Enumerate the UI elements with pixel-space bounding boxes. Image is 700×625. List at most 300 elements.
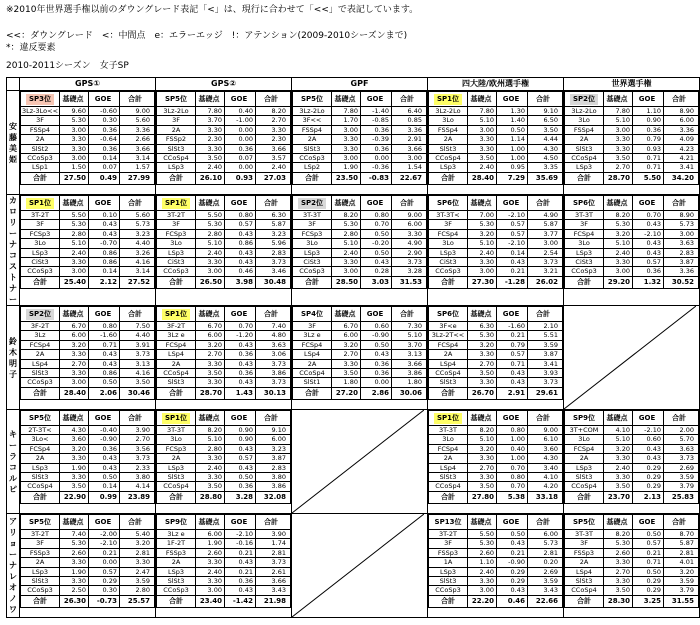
- goe-value: -0.20: [361, 239, 392, 248]
- element-name: 3T-3T: [157, 426, 196, 435]
- base-value: 3.00: [468, 267, 497, 276]
- score-value: 3.23: [256, 444, 291, 453]
- base-value: 6.00: [332, 331, 361, 340]
- element-row: [565, 473, 699, 482]
- element-name: LSp3: [565, 463, 604, 472]
- skater-name: [7, 306, 20, 410]
- element-row: [21, 220, 155, 229]
- score-value: 2.47: [120, 567, 155, 576]
- total-header: 合計: [664, 515, 699, 530]
- element-row: [157, 248, 291, 257]
- total-header: 合計: [528, 307, 563, 322]
- base-value: 3.20: [468, 340, 497, 349]
- total-label: 合計: [565, 491, 604, 503]
- element-row: [429, 144, 563, 153]
- element-row: [429, 125, 563, 134]
- competition-header: 世界選手権: [564, 78, 700, 91]
- element-name: SlSt3: [429, 473, 468, 482]
- goe-value: -1.20: [225, 331, 256, 340]
- goe-header: GOE: [497, 307, 528, 322]
- base-value: 3.30: [196, 558, 225, 567]
- score-value: 2.61: [256, 567, 291, 576]
- score-value: 3.73: [528, 258, 563, 267]
- total-base: 25.40: [60, 276, 89, 288]
- score-header: [157, 196, 291, 211]
- element-row: [429, 548, 563, 557]
- score-value: 3.90: [256, 530, 291, 539]
- element-row: [565, 211, 699, 220]
- total-score: 29.61: [528, 387, 563, 399]
- total-base: 23.50: [332, 172, 361, 184]
- score-value: 4.40: [120, 331, 155, 340]
- element-row: [21, 454, 155, 463]
- place-cell: [21, 411, 60, 426]
- total-header: 合計: [528, 196, 563, 211]
- element-name: 3Lo: [565, 239, 604, 248]
- base-value: 3.20: [604, 444, 633, 453]
- element-name: FCSp3: [157, 444, 196, 453]
- place-cell: [565, 92, 604, 107]
- score-sheet: [292, 306, 427, 400]
- base-value: 3.30: [604, 473, 633, 482]
- total-base: 27.20: [332, 387, 361, 399]
- element-name: LSp3: [429, 248, 468, 257]
- base-value: 3.30: [196, 473, 225, 482]
- goe-value: -0.90: [361, 331, 392, 340]
- score-value: 3.79: [664, 586, 699, 595]
- element-row: [21, 539, 155, 548]
- element-name: FCSp3: [21, 229, 60, 238]
- element-row: [21, 577, 155, 586]
- element-row: [157, 548, 291, 557]
- place-cell: [21, 515, 60, 530]
- element-row: [21, 116, 155, 125]
- base-header: 基礎点: [196, 92, 225, 107]
- element-row: [293, 220, 427, 229]
- element-row: [429, 359, 563, 368]
- element-name: LSp3: [429, 163, 468, 172]
- base-value: 8.20: [604, 530, 633, 539]
- element-row: [21, 107, 155, 116]
- place-badge: SP1位: [434, 94, 462, 105]
- total-row: [157, 172, 291, 184]
- score-value: 2.69: [528, 567, 563, 576]
- element-name: 3Lo: [293, 239, 332, 248]
- base-header: 基礎点: [196, 515, 225, 530]
- total-score: 25.83: [664, 491, 699, 503]
- score-value: 4.90: [392, 239, 427, 248]
- element-name: 3Lz: [21, 331, 60, 340]
- score-value: 2.80: [120, 586, 155, 595]
- base-value: 5.30: [468, 220, 497, 229]
- place-cell: [21, 92, 60, 107]
- element-row: [429, 220, 563, 229]
- goe-value: 0.60: [633, 435, 664, 444]
- element-row: [565, 258, 699, 267]
- goe-header: GOE: [89, 411, 120, 426]
- total-base: 29.20: [604, 276, 633, 288]
- element-name: CCoSp3: [21, 586, 60, 595]
- total-goe: 0.99: [89, 491, 120, 503]
- element-name: CCoSp4: [429, 482, 468, 491]
- total-base: 22.90: [60, 491, 89, 503]
- total-header: 合計: [528, 515, 563, 530]
- element-name: SlSt2: [21, 144, 60, 153]
- score-value: 6.00: [664, 116, 699, 125]
- base-value: 2.40: [468, 567, 497, 576]
- goe-value: 0.21: [89, 548, 120, 557]
- base-value: 5.10: [468, 116, 497, 125]
- skater-name-part: コルピ: [9, 462, 17, 494]
- element-row: [157, 267, 291, 276]
- base-value: 2.80: [60, 229, 89, 238]
- element-name: FCSp4: [429, 340, 468, 349]
- goe-value: 0.29: [633, 473, 664, 482]
- base-value: 3.00: [468, 125, 497, 134]
- score-header: [429, 411, 563, 426]
- total-header: 合計: [120, 196, 155, 211]
- element-row: [565, 267, 699, 276]
- base-value: 3.00: [468, 586, 497, 595]
- score-value: 0.85: [392, 116, 427, 125]
- element-row: [565, 586, 699, 595]
- score-value: 3.59: [664, 577, 699, 586]
- goe-value: 0.43: [225, 229, 256, 238]
- element-row: [21, 378, 155, 387]
- element-name: CCoSp3: [429, 267, 468, 276]
- element-name: 3F-2T: [157, 322, 196, 331]
- goe-header: GOE: [89, 196, 120, 211]
- element-row: [293, 340, 427, 349]
- place-cell: [565, 515, 604, 530]
- skater-name: [7, 514, 20, 618]
- score-value: 5.51: [528, 331, 563, 340]
- base-value: 3.30: [468, 350, 497, 359]
- base-value: 5.10: [60, 239, 89, 248]
- score-value: 7.40: [256, 322, 291, 331]
- element-name: 3Lz-2Lo: [293, 107, 332, 116]
- total-header: 合計: [392, 196, 427, 211]
- place-badge: SP4位: [300, 310, 324, 318]
- element-name: 3F: [21, 220, 60, 229]
- base-value: 2.30: [196, 135, 225, 144]
- base-value: 3.30: [60, 558, 89, 567]
- base-value: 3.30: [468, 144, 497, 153]
- score-value: 3.77: [528, 229, 563, 238]
- element-name: 3F<e: [429, 322, 468, 331]
- element-name: 2A: [429, 135, 468, 144]
- goe-header: GOE: [225, 411, 256, 426]
- goe-value: -0.70: [89, 239, 120, 248]
- element-name: LSp3: [157, 163, 196, 172]
- goe-value: 0.60: [361, 322, 392, 331]
- score-header: [565, 515, 699, 530]
- skater-name: [7, 91, 20, 195]
- goe-value: 0.36: [225, 369, 256, 378]
- element-row: [293, 248, 427, 257]
- total-score: 34.20: [664, 172, 699, 184]
- goe-value: 1.10: [633, 107, 664, 116]
- total-row: [21, 387, 155, 399]
- score-sheet: [292, 91, 427, 185]
- element-row: [21, 125, 155, 134]
- element-row: [429, 435, 563, 444]
- total-row: [157, 276, 291, 288]
- element-row: [565, 577, 699, 586]
- element-row: [565, 116, 699, 125]
- element-name: LSp3: [157, 567, 196, 576]
- place-cell: [157, 307, 196, 322]
- score-header: [157, 515, 291, 530]
- total-score: 22.67: [392, 172, 427, 184]
- goe-value: 0.14: [497, 248, 528, 257]
- element-name: FCSp3: [293, 229, 332, 238]
- goe-value: -0.40: [89, 426, 120, 435]
- score-value: 1.57: [120, 163, 155, 172]
- total-goe: 1.32: [633, 276, 664, 288]
- total-goe: -0.83: [361, 172, 392, 184]
- total-row: [293, 172, 427, 184]
- score-value: 3.30: [256, 125, 291, 134]
- element-row: [293, 163, 427, 172]
- skater-name-part: コストナー: [9, 251, 17, 304]
- total-base: 26.70: [468, 387, 497, 399]
- goe-value: 0.43: [225, 340, 256, 349]
- element-name: 3T+COM: [565, 426, 604, 435]
- place-badge: SP9位: [164, 518, 188, 526]
- element-row: [429, 426, 563, 435]
- score-value: 3.73: [120, 454, 155, 463]
- element-row: [21, 211, 155, 220]
- element-name: CiSt3: [565, 258, 604, 267]
- goe-value: 0.43: [633, 444, 664, 453]
- base-header: 基礎点: [604, 515, 633, 530]
- total-base: 22.20: [468, 595, 497, 607]
- competition-header-row: [7, 78, 700, 91]
- element-name: 2A: [21, 558, 60, 567]
- score-value: 3.43: [528, 586, 563, 595]
- element-name: 3Lo: [157, 435, 196, 444]
- score-value: 2.69: [664, 463, 699, 472]
- score-value: 2.66: [120, 135, 155, 144]
- base-value: 5.50: [468, 530, 497, 539]
- goe-value: 0.79: [497, 340, 528, 349]
- score-header: [565, 411, 699, 426]
- score-cell: [428, 91, 564, 195]
- goe-header: GOE: [497, 196, 528, 211]
- element-row: [21, 444, 155, 453]
- score-value: 3.70: [392, 340, 427, 349]
- place-cell: [157, 196, 196, 211]
- skater-row: [7, 195, 700, 306]
- competition-header: GPS②: [156, 78, 292, 91]
- goe-value: 0.36: [633, 125, 664, 134]
- base-value: 5.30: [468, 331, 497, 340]
- score-value: 3.13: [120, 359, 155, 368]
- total-goe: -1.28: [497, 276, 528, 288]
- element-row: [157, 350, 291, 359]
- total-row: [565, 172, 699, 184]
- goe-value: 0.21: [497, 331, 528, 340]
- goe-value: 0.36: [361, 125, 392, 134]
- total-base: 28.40: [60, 387, 89, 399]
- score-cell: [564, 514, 700, 618]
- score-value: 2.81: [528, 548, 563, 557]
- base-header: 基礎点: [468, 515, 497, 530]
- total-goe: 2.06: [89, 387, 120, 399]
- element-name: 3F-2T: [21, 322, 60, 331]
- element-row: [565, 220, 699, 229]
- base-value: 3.30: [60, 258, 89, 267]
- total-base: 28.80: [196, 491, 225, 503]
- total-row: [293, 387, 427, 399]
- score-value: 6.10: [528, 435, 563, 444]
- score-value: 4.14: [120, 482, 155, 491]
- score-value: 8.90: [664, 107, 699, 116]
- base-value: 3.30: [196, 359, 225, 368]
- diagonal-slash: [564, 306, 696, 409]
- base-value: 3.50: [196, 369, 225, 378]
- element-row: [21, 359, 155, 368]
- total-label: 合計: [565, 172, 604, 184]
- base-value: 7.80: [604, 107, 633, 116]
- total-row: [157, 595, 291, 607]
- goe-value: 0.71: [497, 359, 528, 368]
- element-name: CiSt3: [293, 258, 332, 267]
- total-header: 合計: [256, 307, 291, 322]
- score-value: 2.90: [392, 248, 427, 257]
- goe-value: 0.70: [497, 482, 528, 491]
- base-value: 2.40: [196, 248, 225, 257]
- base-value: 3.20: [60, 340, 89, 349]
- total-base: 27.30: [468, 276, 497, 288]
- element-row: [21, 267, 155, 276]
- element-name: 3F: [429, 539, 468, 548]
- element-row: [293, 229, 427, 238]
- element-row: [429, 107, 563, 116]
- goe-header: GOE: [633, 92, 664, 107]
- total-header: 合計: [392, 307, 427, 322]
- goe-value: 0.43: [225, 558, 256, 567]
- element-name: FSSp4: [565, 125, 604, 134]
- element-row: [293, 144, 427, 153]
- goe-value: -1.40: [361, 107, 392, 116]
- score-cell: [564, 195, 700, 306]
- element-name: FSSp3: [565, 548, 604, 557]
- goe-value: 0.00: [361, 154, 392, 163]
- total-row: [429, 595, 563, 607]
- element-name: 3F: [293, 322, 332, 331]
- element-name: 3F: [157, 116, 196, 125]
- total-row: [429, 172, 563, 184]
- score-value: 3.06: [256, 350, 291, 359]
- element-row: [565, 530, 699, 539]
- element-row: [429, 463, 563, 472]
- goe-value: 0.07: [89, 163, 120, 172]
- base-value: 3.00: [604, 267, 633, 276]
- score-sheet: [156, 306, 291, 400]
- score-value: 4.23: [664, 144, 699, 153]
- corner-cell: [7, 78, 20, 91]
- element-row: [429, 135, 563, 144]
- goe-value: -0.39: [361, 135, 392, 144]
- element-name: SlSt3: [157, 473, 196, 482]
- total-row: [429, 276, 563, 288]
- element-name: 3T-3T: [429, 426, 468, 435]
- score-value: 2.81: [664, 548, 699, 557]
- score-header: [565, 196, 699, 211]
- element-name: FCSp4: [293, 340, 332, 349]
- element-name: SlSt3: [157, 378, 196, 387]
- element-row: [157, 435, 291, 444]
- total-base: 28.30: [604, 595, 633, 607]
- score-value: 6.30: [256, 211, 291, 220]
- score-cell: [564, 91, 700, 195]
- goe-value: 0.50: [361, 248, 392, 257]
- total-score: 22.66: [528, 595, 563, 607]
- score-value: 3.56: [120, 444, 155, 453]
- score-header: [429, 196, 563, 211]
- element-name: 3Lo: [157, 239, 196, 248]
- score-value: 4.90: [528, 211, 563, 220]
- element-row: [565, 426, 699, 435]
- score-value: 9.00: [528, 426, 563, 435]
- total-base: 23.70: [604, 491, 633, 503]
- base-value: 2.70: [60, 359, 89, 368]
- score-value: 6.50: [528, 116, 563, 125]
- element-name: CCoSp4: [157, 154, 196, 163]
- base-value: 1.50: [60, 163, 89, 172]
- base-value: 3.50: [468, 154, 497, 163]
- element-row: [293, 378, 427, 387]
- goe-value: 0.40: [497, 444, 528, 453]
- score-value: 3.36: [120, 125, 155, 134]
- score-value: 9.10: [256, 426, 291, 435]
- score-value: 6.40: [392, 107, 427, 116]
- base-value: 3.50: [196, 154, 225, 163]
- element-name: 3F: [293, 220, 332, 229]
- element-row: [293, 322, 427, 331]
- element-name: 3Lo: [429, 239, 468, 248]
- total-goe: 2.86: [361, 387, 392, 399]
- base-value: 2.60: [196, 548, 225, 557]
- goe-value: 0.43: [633, 454, 664, 463]
- goe-value: -1.00: [225, 116, 256, 125]
- base-value: 3.50: [196, 482, 225, 491]
- base-value: 2.80: [196, 229, 225, 238]
- element-row: [293, 350, 427, 359]
- element-name: CCoSp4: [429, 154, 468, 163]
- goe-value: 0.36: [89, 125, 120, 134]
- score-value: 3.73: [256, 558, 291, 567]
- element-name: SlSt3: [21, 473, 60, 482]
- goe-value: 0.14: [89, 154, 120, 163]
- element-name: 3T-3T: [565, 530, 604, 539]
- element-name: 3T-2T: [21, 211, 60, 220]
- base-value: 2.70: [468, 463, 497, 472]
- element-row: [429, 258, 563, 267]
- element-name: 3Lo: [429, 116, 468, 125]
- score-cell: [292, 306, 428, 410]
- base-value: 3.30: [468, 258, 497, 267]
- base-value: 3.30: [60, 454, 89, 463]
- element-name: CCoSp3: [21, 154, 60, 163]
- score-header: [21, 515, 155, 530]
- goe-value: 0.43: [225, 378, 256, 387]
- score-value: 3.66: [120, 144, 155, 153]
- total-label: 合計: [157, 491, 196, 503]
- score-value: 5.87: [664, 539, 699, 548]
